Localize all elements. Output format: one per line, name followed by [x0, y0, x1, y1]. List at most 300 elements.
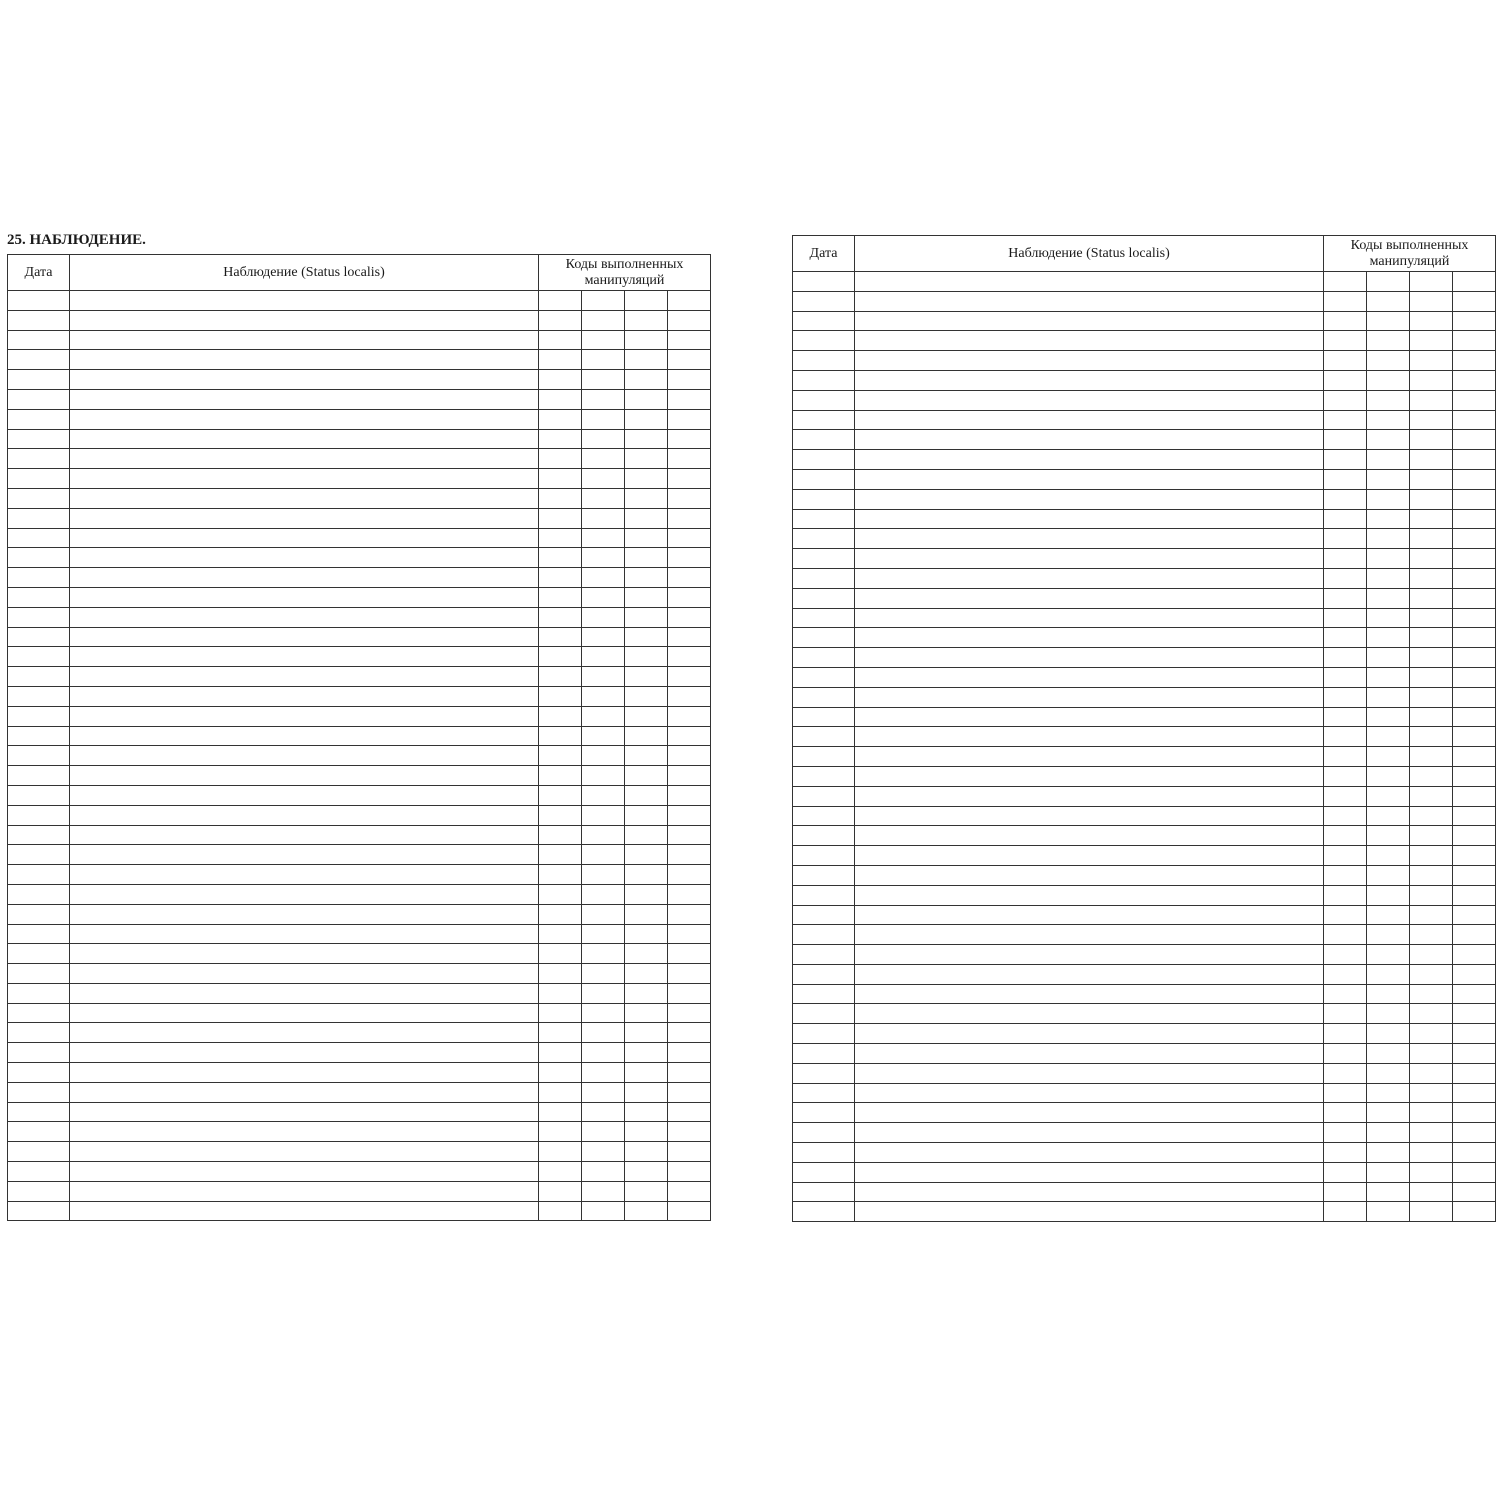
code-cell[interactable]: [539, 1003, 582, 1023]
code-cell[interactable]: [1453, 331, 1496, 351]
date-cell[interactable]: [8, 330, 70, 350]
code-cell[interactable]: [1367, 1004, 1410, 1024]
code-cell[interactable]: [582, 964, 625, 984]
code-cell[interactable]: [1324, 410, 1367, 430]
code-cell[interactable]: [539, 310, 582, 330]
observation-cell[interactable]: [70, 983, 539, 1003]
code-cell[interactable]: [582, 568, 625, 588]
observation-cell[interactable]: [70, 726, 539, 746]
observation-cell[interactable]: [855, 945, 1324, 965]
date-cell[interactable]: [793, 945, 855, 965]
code-cell[interactable]: [582, 1063, 625, 1083]
code-cell[interactable]: [582, 686, 625, 706]
code-cell[interactable]: [582, 845, 625, 865]
code-cell[interactable]: [1324, 1044, 1367, 1064]
observation-cell[interactable]: [855, 509, 1324, 529]
code-cell[interactable]: [668, 1181, 711, 1201]
code-cell[interactable]: [1410, 1044, 1453, 1064]
code-cell[interactable]: [582, 627, 625, 647]
observation-cell[interactable]: [70, 429, 539, 449]
code-cell[interactable]: [1410, 648, 1453, 668]
code-cell[interactable]: [1324, 925, 1367, 945]
code-cell[interactable]: [625, 865, 668, 885]
code-cell[interactable]: [625, 1162, 668, 1182]
observation-cell[interactable]: [855, 964, 1324, 984]
code-cell[interactable]: [582, 449, 625, 469]
code-cell[interactable]: [1453, 925, 1496, 945]
observation-cell[interactable]: [70, 1122, 539, 1142]
code-cell[interactable]: [1410, 727, 1453, 747]
code-cell[interactable]: [1367, 272, 1410, 292]
code-cell[interactable]: [1367, 984, 1410, 1004]
date-cell[interactable]: [793, 370, 855, 390]
code-cell[interactable]: [1324, 826, 1367, 846]
code-cell[interactable]: [1324, 964, 1367, 984]
code-cell[interactable]: [1324, 865, 1367, 885]
date-cell[interactable]: [8, 1181, 70, 1201]
date-cell[interactable]: [793, 865, 855, 885]
code-cell[interactable]: [1367, 331, 1410, 351]
code-cell[interactable]: [582, 508, 625, 528]
date-cell[interactable]: [8, 1003, 70, 1023]
code-cell[interactable]: [582, 1023, 625, 1043]
date-cell[interactable]: [793, 1202, 855, 1222]
date-cell[interactable]: [8, 1043, 70, 1063]
code-cell[interactable]: [539, 766, 582, 786]
code-cell[interactable]: [625, 904, 668, 924]
code-cell[interactable]: [625, 944, 668, 964]
date-cell[interactable]: [793, 529, 855, 549]
code-cell[interactable]: [1410, 667, 1453, 687]
code-cell[interactable]: [1453, 846, 1496, 866]
date-cell[interactable]: [8, 310, 70, 330]
code-cell[interactable]: [1410, 549, 1453, 569]
code-cell[interactable]: [1367, 766, 1410, 786]
code-cell[interactable]: [1410, 826, 1453, 846]
code-cell[interactable]: [1367, 964, 1410, 984]
observation-cell[interactable]: [70, 1043, 539, 1063]
code-cell[interactable]: [1453, 509, 1496, 529]
code-cell[interactable]: [1410, 489, 1453, 509]
code-cell[interactable]: [625, 884, 668, 904]
code-cell[interactable]: [1410, 1202, 1453, 1222]
code-cell[interactable]: [582, 746, 625, 766]
observation-cell[interactable]: [855, 331, 1324, 351]
observation-cell[interactable]: [70, 746, 539, 766]
code-cell[interactable]: [539, 409, 582, 429]
code-cell[interactable]: [1453, 1202, 1496, 1222]
date-cell[interactable]: [8, 568, 70, 588]
code-cell[interactable]: [582, 667, 625, 687]
code-cell[interactable]: [539, 469, 582, 489]
code-cell[interactable]: [1324, 1143, 1367, 1163]
observation-cell[interactable]: [70, 845, 539, 865]
code-cell[interactable]: [539, 389, 582, 409]
observation-cell[interactable]: [70, 389, 539, 409]
code-cell[interactable]: [1453, 529, 1496, 549]
code-cell[interactable]: [1324, 608, 1367, 628]
code-cell[interactable]: [1410, 806, 1453, 826]
code-cell[interactable]: [1324, 568, 1367, 588]
code-cell[interactable]: [1410, 707, 1453, 727]
code-cell[interactable]: [582, 1142, 625, 1162]
code-cell[interactable]: [1367, 588, 1410, 608]
date-cell[interactable]: [793, 311, 855, 331]
code-cell[interactable]: [1367, 1143, 1410, 1163]
code-cell[interactable]: [625, 1102, 668, 1122]
code-cell[interactable]: [582, 607, 625, 627]
observation-cell[interactable]: [70, 291, 539, 311]
code-cell[interactable]: [625, 627, 668, 647]
code-cell[interactable]: [1453, 1182, 1496, 1202]
code-cell[interactable]: [668, 469, 711, 489]
code-cell[interactable]: [1367, 608, 1410, 628]
code-cell[interactable]: [539, 370, 582, 390]
code-cell[interactable]: [1367, 648, 1410, 668]
observation-cell[interactable]: [855, 1162, 1324, 1182]
observation-cell[interactable]: [70, 1181, 539, 1201]
code-cell[interactable]: [1410, 865, 1453, 885]
code-cell[interactable]: [668, 1023, 711, 1043]
code-cell[interactable]: [1324, 846, 1367, 866]
code-cell[interactable]: [1410, 766, 1453, 786]
code-cell[interactable]: [539, 429, 582, 449]
code-cell[interactable]: [668, 370, 711, 390]
observation-cell[interactable]: [70, 627, 539, 647]
date-cell[interactable]: [8, 924, 70, 944]
observation-cell[interactable]: [70, 1201, 539, 1221]
code-cell[interactable]: [668, 429, 711, 449]
code-cell[interactable]: [625, 568, 668, 588]
code-cell[interactable]: [1367, 667, 1410, 687]
date-cell[interactable]: [793, 430, 855, 450]
date-cell[interactable]: [8, 1201, 70, 1221]
date-cell[interactable]: [793, 707, 855, 727]
code-cell[interactable]: [1410, 1182, 1453, 1202]
code-cell[interactable]: [668, 1003, 711, 1023]
code-cell[interactable]: [582, 1162, 625, 1182]
code-cell[interactable]: [539, 1043, 582, 1063]
code-cell[interactable]: [1324, 430, 1367, 450]
code-cell[interactable]: [1453, 945, 1496, 965]
date-cell[interactable]: [8, 1122, 70, 1142]
observation-cell[interactable]: [70, 884, 539, 904]
code-cell[interactable]: [1453, 1123, 1496, 1143]
code-cell[interactable]: [1410, 846, 1453, 866]
code-cell[interactable]: [1324, 351, 1367, 371]
observation-cell[interactable]: [70, 1023, 539, 1043]
code-cell[interactable]: [1324, 1123, 1367, 1143]
code-cell[interactable]: [582, 766, 625, 786]
code-cell[interactable]: [1453, 430, 1496, 450]
code-cell[interactable]: [1410, 608, 1453, 628]
observation-cell[interactable]: [855, 1063, 1324, 1083]
code-cell[interactable]: [1324, 1202, 1367, 1222]
code-cell[interactable]: [1410, 1004, 1453, 1024]
date-cell[interactable]: [793, 628, 855, 648]
code-cell[interactable]: [625, 330, 668, 350]
code-cell[interactable]: [668, 865, 711, 885]
code-cell[interactable]: [668, 488, 711, 508]
code-cell[interactable]: [1324, 786, 1367, 806]
observation-cell[interactable]: [855, 628, 1324, 648]
code-cell[interactable]: [1367, 826, 1410, 846]
observation-cell[interactable]: [855, 410, 1324, 430]
code-cell[interactable]: [1453, 648, 1496, 668]
code-cell[interactable]: [1453, 1143, 1496, 1163]
date-cell[interactable]: [793, 588, 855, 608]
observation-cell[interactable]: [70, 330, 539, 350]
code-cell[interactable]: [1410, 509, 1453, 529]
code-cell[interactable]: [1324, 370, 1367, 390]
date-cell[interactable]: [8, 667, 70, 687]
code-cell[interactable]: [1410, 925, 1453, 945]
code-cell[interactable]: [582, 805, 625, 825]
date-cell[interactable]: [8, 488, 70, 508]
code-cell[interactable]: [625, 1122, 668, 1142]
code-cell[interactable]: [1453, 826, 1496, 846]
code-cell[interactable]: [625, 469, 668, 489]
date-cell[interactable]: [793, 390, 855, 410]
code-cell[interactable]: [539, 1181, 582, 1201]
code-cell[interactable]: [668, 686, 711, 706]
code-cell[interactable]: [1410, 628, 1453, 648]
observation-cell[interactable]: [70, 528, 539, 548]
code-cell[interactable]: [625, 983, 668, 1003]
code-cell[interactable]: [1410, 410, 1453, 430]
code-cell[interactable]: [1324, 905, 1367, 925]
code-cell[interactable]: [1324, 1182, 1367, 1202]
code-cell[interactable]: [582, 291, 625, 311]
code-cell[interactable]: [625, 350, 668, 370]
date-cell[interactable]: [8, 785, 70, 805]
code-cell[interactable]: [1367, 628, 1410, 648]
observation-cell[interactable]: [855, 529, 1324, 549]
code-cell[interactable]: [1367, 1202, 1410, 1222]
code-cell[interactable]: [1453, 469, 1496, 489]
code-cell[interactable]: [1324, 727, 1367, 747]
code-cell[interactable]: [1324, 984, 1367, 1004]
code-cell[interactable]: [668, 350, 711, 370]
code-cell[interactable]: [539, 1063, 582, 1083]
code-cell[interactable]: [1367, 529, 1410, 549]
code-cell[interactable]: [625, 766, 668, 786]
code-cell[interactable]: [539, 785, 582, 805]
date-cell[interactable]: [793, 925, 855, 945]
date-cell[interactable]: [8, 944, 70, 964]
code-cell[interactable]: [582, 1043, 625, 1063]
code-cell[interactable]: [668, 746, 711, 766]
code-cell[interactable]: [1324, 1004, 1367, 1024]
observation-cell[interactable]: [70, 924, 539, 944]
code-cell[interactable]: [1367, 687, 1410, 707]
observation-cell[interactable]: [855, 1083, 1324, 1103]
date-cell[interactable]: [793, 846, 855, 866]
code-cell[interactable]: [1324, 667, 1367, 687]
code-cell[interactable]: [668, 310, 711, 330]
code-cell[interactable]: [1324, 766, 1367, 786]
date-cell[interactable]: [793, 1143, 855, 1163]
code-cell[interactable]: [539, 964, 582, 984]
code-cell[interactable]: [1453, 667, 1496, 687]
code-cell[interactable]: [1367, 747, 1410, 767]
date-cell[interactable]: [8, 746, 70, 766]
observation-cell[interactable]: [70, 825, 539, 845]
code-cell[interactable]: [1453, 1004, 1496, 1024]
code-cell[interactable]: [1367, 786, 1410, 806]
code-cell[interactable]: [539, 845, 582, 865]
date-cell[interactable]: [8, 350, 70, 370]
date-cell[interactable]: [8, 983, 70, 1003]
date-cell[interactable]: [793, 351, 855, 371]
code-cell[interactable]: [1324, 529, 1367, 549]
code-cell[interactable]: [1410, 568, 1453, 588]
code-cell[interactable]: [625, 1082, 668, 1102]
code-cell[interactable]: [668, 1162, 711, 1182]
date-cell[interactable]: [793, 806, 855, 826]
code-cell[interactable]: [582, 1003, 625, 1023]
code-cell[interactable]: [582, 409, 625, 429]
observation-cell[interactable]: [855, 905, 1324, 925]
code-cell[interactable]: [668, 825, 711, 845]
observation-cell[interactable]: [855, 648, 1324, 668]
observation-cell[interactable]: [70, 370, 539, 390]
observation-cell[interactable]: [855, 311, 1324, 331]
date-cell[interactable]: [793, 687, 855, 707]
code-cell[interactable]: [1453, 351, 1496, 371]
code-cell[interactable]: [668, 845, 711, 865]
code-cell[interactable]: [1410, 351, 1453, 371]
code-cell[interactable]: [1324, 390, 1367, 410]
code-cell[interactable]: [668, 785, 711, 805]
date-cell[interactable]: [8, 1023, 70, 1043]
code-cell[interactable]: [1453, 727, 1496, 747]
code-cell[interactable]: [1453, 766, 1496, 786]
date-cell[interactable]: [793, 727, 855, 747]
code-cell[interactable]: [1410, 1024, 1453, 1044]
code-cell[interactable]: [668, 1142, 711, 1162]
code-cell[interactable]: [668, 548, 711, 568]
code-cell[interactable]: [539, 528, 582, 548]
code-cell[interactable]: [625, 964, 668, 984]
observation-cell[interactable]: [70, 647, 539, 667]
code-cell[interactable]: [1410, 272, 1453, 292]
code-cell[interactable]: [1324, 806, 1367, 826]
code-cell[interactable]: [668, 528, 711, 548]
date-cell[interactable]: [793, 885, 855, 905]
code-cell[interactable]: [625, 528, 668, 548]
code-cell[interactable]: [1410, 885, 1453, 905]
code-cell[interactable]: [1410, 905, 1453, 925]
observation-cell[interactable]: [855, 1202, 1324, 1222]
code-cell[interactable]: [1324, 648, 1367, 668]
code-cell[interactable]: [625, 845, 668, 865]
code-cell[interactable]: [539, 1122, 582, 1142]
date-cell[interactable]: [8, 686, 70, 706]
code-cell[interactable]: [1453, 905, 1496, 925]
code-cell[interactable]: [1367, 925, 1410, 945]
observation-cell[interactable]: [70, 766, 539, 786]
code-cell[interactable]: [1453, 1083, 1496, 1103]
date-cell[interactable]: [8, 865, 70, 885]
code-cell[interactable]: [668, 389, 711, 409]
observation-cell[interactable]: [70, 548, 539, 568]
code-cell[interactable]: [1324, 1063, 1367, 1083]
code-cell[interactable]: [539, 647, 582, 667]
code-cell[interactable]: [582, 469, 625, 489]
date-cell[interactable]: [793, 469, 855, 489]
code-cell[interactable]: [1367, 1083, 1410, 1103]
code-cell[interactable]: [1367, 1044, 1410, 1064]
code-cell[interactable]: [1453, 1162, 1496, 1182]
date-cell[interactable]: [8, 845, 70, 865]
observation-cell[interactable]: [855, 272, 1324, 292]
code-cell[interactable]: [539, 865, 582, 885]
date-cell[interactable]: [793, 272, 855, 292]
code-cell[interactable]: [539, 627, 582, 647]
code-cell[interactable]: [1453, 311, 1496, 331]
observation-cell[interactable]: [855, 747, 1324, 767]
code-cell[interactable]: [625, 370, 668, 390]
observation-cell[interactable]: [855, 1123, 1324, 1143]
code-cell[interactable]: [1453, 806, 1496, 826]
code-cell[interactable]: [1367, 430, 1410, 450]
observation-cell[interactable]: [855, 687, 1324, 707]
observation-cell[interactable]: [70, 607, 539, 627]
code-cell[interactable]: [1367, 1103, 1410, 1123]
code-cell[interactable]: [1367, 469, 1410, 489]
code-cell[interactable]: [1367, 410, 1410, 430]
observation-cell[interactable]: [855, 1044, 1324, 1064]
code-cell[interactable]: [1410, 984, 1453, 1004]
code-cell[interactable]: [668, 291, 711, 311]
code-cell[interactable]: [1324, 489, 1367, 509]
date-cell[interactable]: [8, 370, 70, 390]
date-cell[interactable]: [793, 667, 855, 687]
code-cell[interactable]: [625, 805, 668, 825]
observation-cell[interactable]: [855, 489, 1324, 509]
code-cell[interactable]: [1367, 905, 1410, 925]
observation-cell[interactable]: [70, 508, 539, 528]
date-cell[interactable]: [8, 627, 70, 647]
code-cell[interactable]: [1453, 747, 1496, 767]
code-cell[interactable]: [668, 647, 711, 667]
code-cell[interactable]: [1367, 291, 1410, 311]
code-cell[interactable]: [625, 548, 668, 568]
code-cell[interactable]: [539, 488, 582, 508]
code-cell[interactable]: [1453, 786, 1496, 806]
observation-cell[interactable]: [855, 450, 1324, 470]
date-cell[interactable]: [793, 1024, 855, 1044]
code-cell[interactable]: [539, 1201, 582, 1221]
observation-cell[interactable]: [855, 667, 1324, 687]
code-cell[interactable]: [582, 1201, 625, 1221]
observation-cell[interactable]: [855, 291, 1324, 311]
date-cell[interactable]: [8, 508, 70, 528]
code-cell[interactable]: [582, 865, 625, 885]
code-cell[interactable]: [1410, 370, 1453, 390]
code-cell[interactable]: [1324, 1024, 1367, 1044]
code-cell[interactable]: [539, 568, 582, 588]
code-cell[interactable]: [1367, 311, 1410, 331]
date-cell[interactable]: [793, 1162, 855, 1182]
code-cell[interactable]: [1324, 450, 1367, 470]
date-cell[interactable]: [8, 528, 70, 548]
code-cell[interactable]: [625, 429, 668, 449]
code-cell[interactable]: [625, 291, 668, 311]
code-cell[interactable]: [668, 1043, 711, 1063]
observation-cell[interactable]: [70, 904, 539, 924]
